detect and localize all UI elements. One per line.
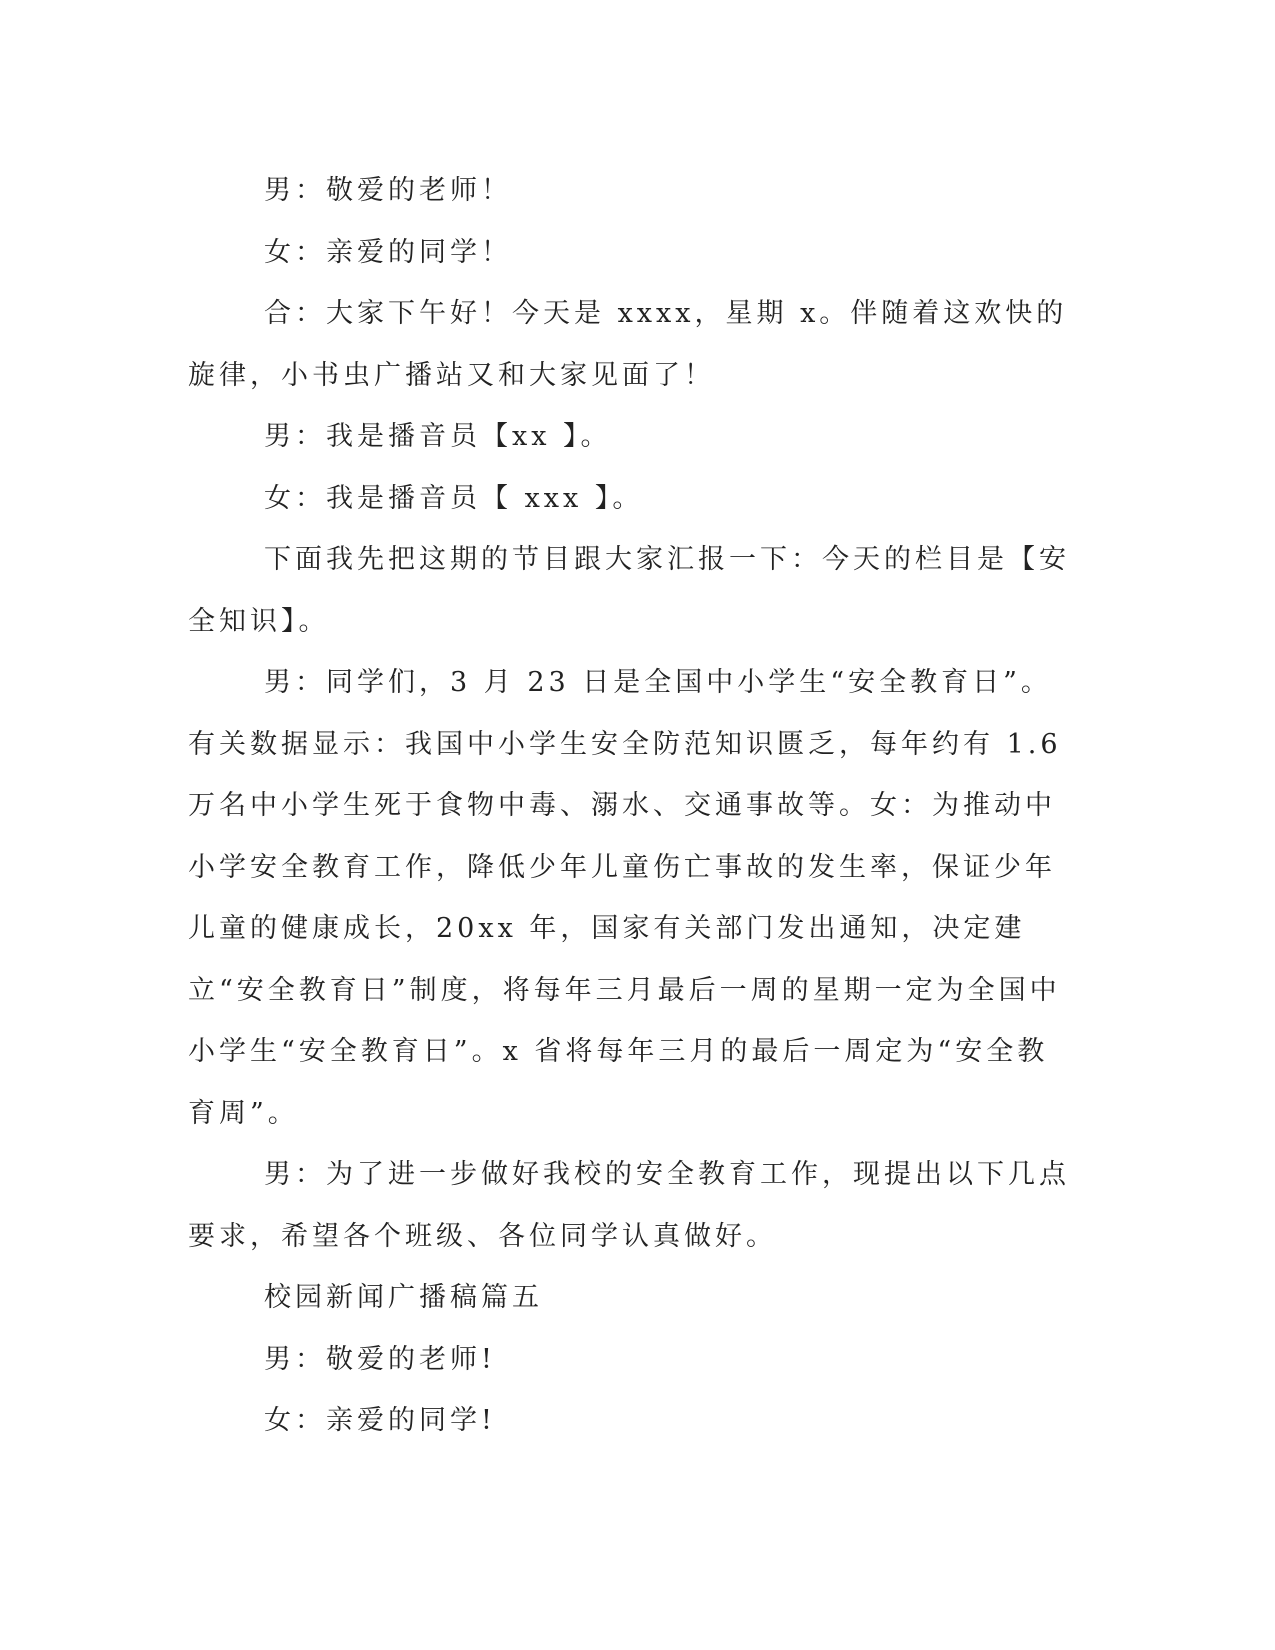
paragraph-greeting-teacher-2: 男：敬爱的老师! — [264, 1343, 496, 1375]
paragraph-greeting-teacher: 男：敬爱的老师！ — [264, 175, 512, 206]
paragraph-program-intro: 下面我先把这期的节目跟大家汇报一下：今天的栏目是【安全知识】。 — [188, 544, 1070, 637]
paragraph-joint-opening: 合：大家下午好！今天是 xxxx，星期 x。伴随着这欢快的旋律，小书虫广播站又和大家见面了！ — [188, 298, 1068, 391]
paragraph-announcer-female: 女：我是播音员【 xxx 】。 — [264, 482, 644, 514]
paragraph-requirements: 男：为了进一步做好我校的安全教育工作，现提出以下几点要求，希望各个班级、各位同学认真做好。 — [188, 1159, 1070, 1252]
paragraph-safety-education-day: 男：同学们，3 月 23 日是全国中小学生“安全教育日”。有关数据显示：我国中小学生安全防范知识匮乏，每年约有 1.6 万名中小学生死于食物中毒、溺水、交通事故等。女：为推动中小学安全教育工作，降低少年儿童伤亡事故的发生率，保证少年儿童的健康成长，20xx 年，国家有关部门发出通知，决定建立“安全教育日”制度，将每年三月最后一周的星期一定为全国中小学生“安全教育日”。x 省将每年三月的最后一周定为“安全教育周”。 — [188, 667, 1075, 1129]
paragraph-greeting-student-2: 女：亲爱的同学! — [264, 1405, 496, 1436]
paragraph-greeting-student: 女：亲爱的同学！ — [264, 236, 512, 268]
document-body — [188, 160, 1078, 1452]
paragraph-announcer-male: 男：我是播音员【xx 】。 — [264, 421, 612, 452]
section-heading: 校园新闻广播稿篇五 — [264, 1282, 543, 1313]
